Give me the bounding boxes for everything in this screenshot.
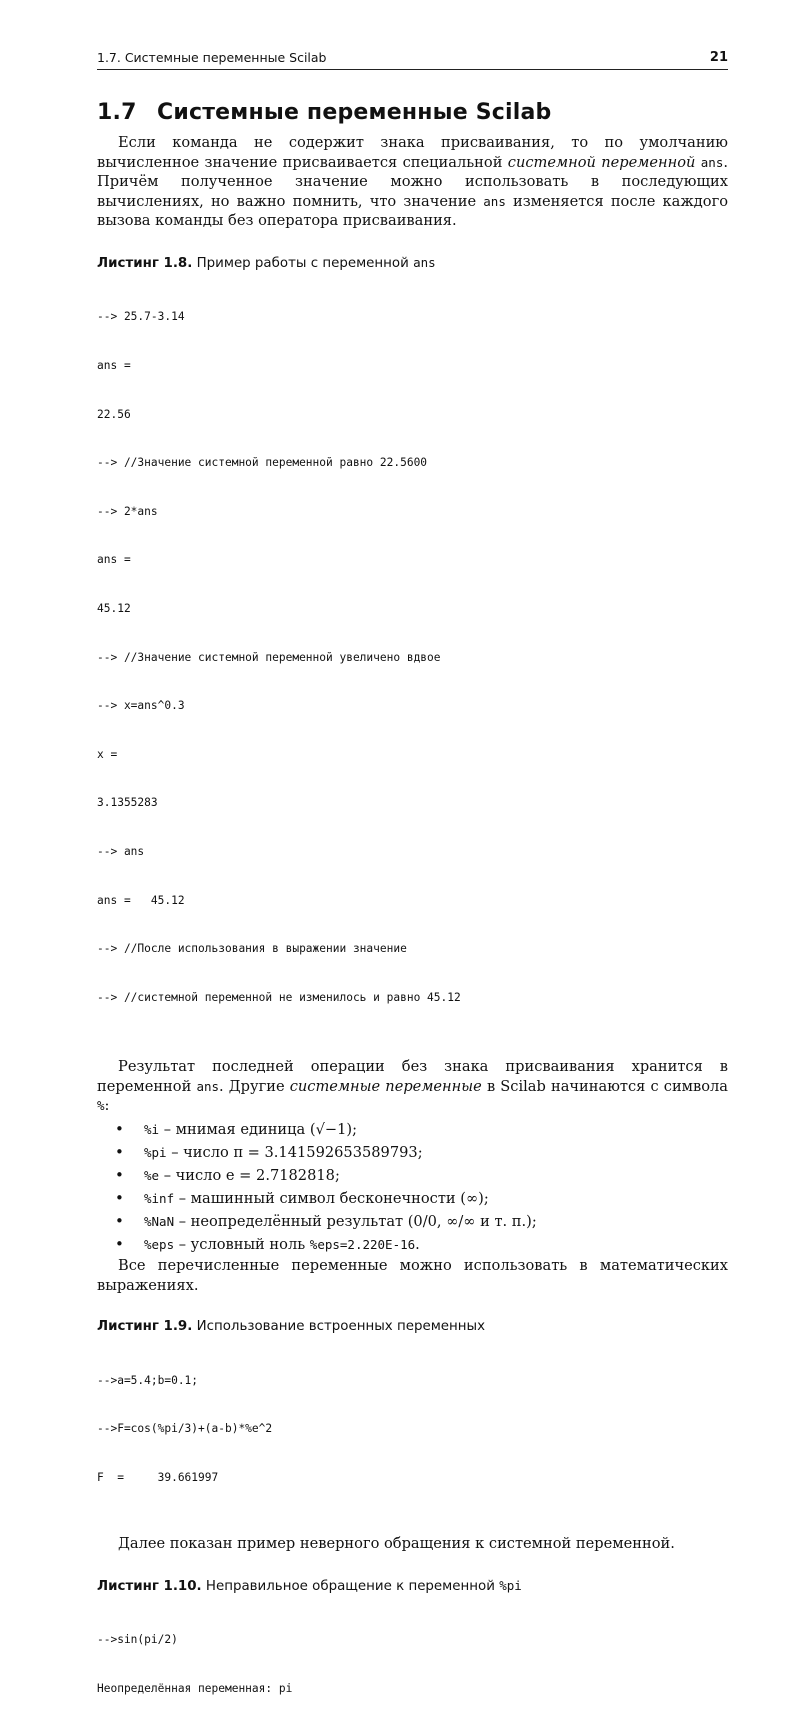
inline-code: ans <box>413 254 436 270</box>
code-line: Неопределённая переменная: pi <box>97 1682 293 1696</box>
list-item <box>97 1233 728 1256</box>
code-line: --> 2*ans <box>97 504 158 518</box>
code-line: 3.1355283 <box>97 796 158 810</box>
inline-code: %NaN <box>144 1214 175 1230</box>
text-run: – машинный символ бесконечности ( <box>174 1190 466 1208</box>
text-run: изменяется после каждого вызова команды без оператора присваивания. <box>97 192 728 230</box>
code-line: --> 25.7-3.14 <box>97 310 185 324</box>
code-line: --> //Значение системной переменной равно 22.5600 <box>97 456 428 470</box>
text-run: . Причём полученное значение можно использовать в последующих вычислениях, но важно помнить, что значение <box>97 153 728 210</box>
text-run: и т. п.); <box>475 1213 537 1231</box>
code-line: --> //После использования в выражении значение <box>97 942 407 956</box>
inline-code: %eps=2.220E-16 <box>309 1237 416 1253</box>
text-run: – число <box>159 1167 226 1185</box>
running-title: 1.7. Системные переменные Scilab <box>97 50 327 65</box>
listing-title: Использование встроенных переменных <box>192 1319 486 1335</box>
text-run: ); <box>346 1121 357 1139</box>
code-line: ans = 45.12 <box>97 893 185 907</box>
code-listing <box>97 1600 728 1730</box>
paragraph-intro <box>97 133 728 231</box>
math-expression: ∞/∞ <box>446 1213 476 1231</box>
list-item <box>97 1210 728 1233</box>
code-line: --> //Значение системной переменной увеличено вдвое <box>97 650 441 664</box>
book-page <box>97 50 728 1730</box>
text-run: ; <box>417 1144 423 1162</box>
list-item <box>97 1118 728 1141</box>
listing-caption <box>97 255 728 271</box>
listing-caption <box>97 1578 728 1594</box>
listing-label: Листинг 1.8. <box>97 255 193 271</box>
listing-label: Листинг 1.9. <box>97 1319 193 1335</box>
paragraph-example: Далее показан пример неверного обращения к системной переменной. <box>118 1535 675 1553</box>
code-line: -->a=5.4;b=0.1; <box>97 1373 199 1387</box>
section-title: Системные переменные Scilab <box>157 100 552 125</box>
listing-title: Пример работы с переменной <box>192 255 414 271</box>
code-line: --> x=ans^0.3 <box>97 699 185 713</box>
inline-code: %i <box>144 1122 160 1138</box>
code-line: ans = <box>97 553 131 567</box>
code-line: x = <box>97 747 118 761</box>
math-expression: √−1 <box>315 1121 347 1139</box>
math-expression: π = 3.141592653589793 <box>233 1144 418 1162</box>
text-run: ; <box>334 1167 340 1185</box>
inline-code: %e <box>144 1168 160 1184</box>
text-run: – условный ноль <box>174 1236 310 1254</box>
inline-code: % <box>97 1098 105 1114</box>
list-item <box>97 1187 728 1210</box>
inline-code: %pi <box>499 1578 522 1594</box>
code-listing <box>97 1340 728 1518</box>
math-expression: e = 2.7182818 <box>225 1167 335 1185</box>
text-run: . Другие <box>219 1077 290 1095</box>
section-heading <box>97 100 728 125</box>
code-line: -->F=cos(%pi/3)+(a-b)*%e^2 <box>97 1422 273 1436</box>
page-number: 21 <box>709 50 728 65</box>
list-item <box>97 1164 728 1187</box>
code-line: F = 39.661997 <box>97 1470 219 1484</box>
paragraph-result <box>97 1057 728 1116</box>
inline-code: %eps <box>144 1237 175 1253</box>
math-expression: ∞ <box>465 1190 479 1208</box>
text-run: Если команда не содержит знака присваивания, то по умолчанию вычисленное значение присваивается специальной <box>97 134 728 171</box>
running-header <box>97 50 728 70</box>
code-line: --> ans <box>97 844 145 858</box>
listing-label: Листинг 1.10. <box>97 1579 202 1595</box>
code-line: 22.56 <box>97 407 131 421</box>
emphasis: системной переменной <box>507 153 696 171</box>
inline-code: ans <box>196 1078 220 1094</box>
inline-code: %pi <box>144 1145 167 1161</box>
code-listing <box>97 277 728 1038</box>
text-run: – мнимая единица ( <box>159 1121 316 1139</box>
text-run: – неопределённый результат (0/0, <box>174 1213 447 1231</box>
code-line: ans = <box>97 358 131 372</box>
text-run: ); <box>478 1190 489 1208</box>
listing-title: Неправильное обращение к переменной <box>201 1579 500 1595</box>
inline-code: ans <box>483 193 506 209</box>
text-run: Результат последней операции без знака присваивания хранится в переменной <box>97 1058 728 1095</box>
system-variables-list <box>97 1118 728 1256</box>
code-line: -->sin(pi/2) <box>97 1633 178 1647</box>
code-line: 45.12 <box>97 601 131 615</box>
listing-caption <box>97 1319 728 1334</box>
text-run: – число <box>166 1144 234 1162</box>
emphasis: системные переменные <box>289 1077 482 1095</box>
list-item <box>97 1141 728 1164</box>
section-number: 1.7 <box>97 100 137 125</box>
code-line: --> //системной переменной не изменилось и равно 45.12 <box>97 990 461 1004</box>
inline-code: %inf <box>144 1191 175 1207</box>
text-run: в Scilab начинаются с символа <box>481 1077 729 1095</box>
text-run: . <box>415 1236 420 1254</box>
inline-code: ans <box>700 154 724 170</box>
paragraph-usage: Все перечисленные переменные можно использовать в математических выражениях. <box>97 1257 728 1294</box>
text-run: : <box>104 1097 110 1115</box>
